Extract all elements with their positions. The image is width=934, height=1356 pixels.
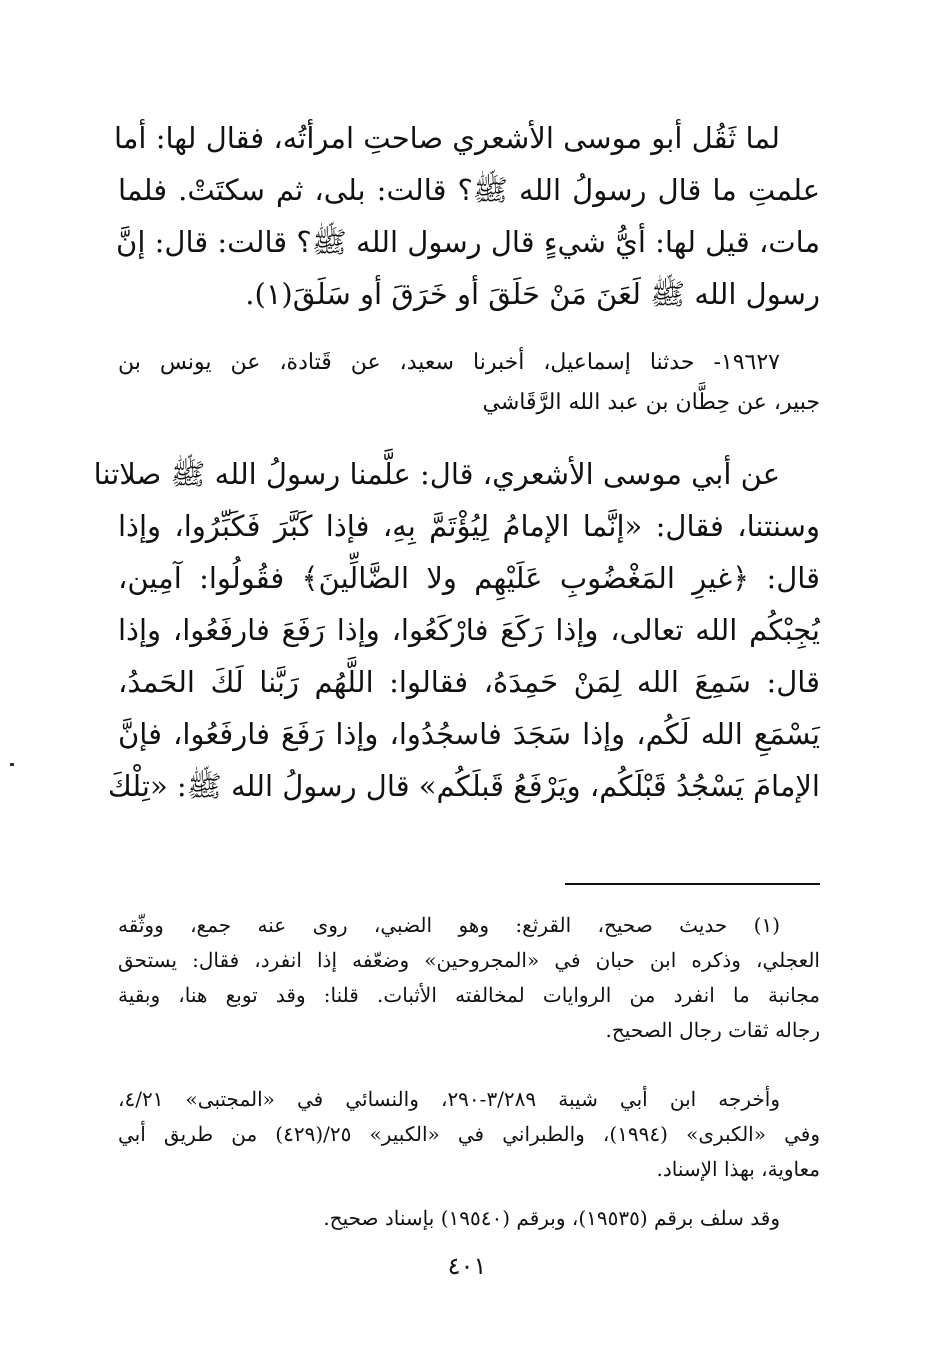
hadith-text-paragraph-1	[114, 112, 820, 320]
footnote-line: معاوية، بهذا الإسناد.	[656, 1157, 820, 1181]
footnote-line: العجلي، وذكره ابن حبان في «المجروحين» وضعّفه إذا انفرد، فقال: يستحق	[118, 948, 820, 972]
text-line: الإمامَ يَسْجُدُ قَبْلَكُم، ويَرْفَعُ قَبلَكُم» قال رسولُ الله ﷺ: «تِلْكَ	[107, 769, 820, 803]
footnote-line: رجاله ثقات رجال الصحيح.	[605, 1018, 820, 1042]
text-line: علمتِ ما قال رسولُ الله ﷺ؟ قالت: بلى، ثم سكتَتْ. فلما	[118, 173, 820, 207]
footnote-line: مجانبة ما انفرد من الروايات لمخالفته الأثبات. قلنا: وقد توبع هنا، وبقية	[118, 983, 820, 1007]
footnote-line: وفي «الكبرى» (١٩٩٤)، والطبراني في «الكبير» ٢٥/(٤٢٩) من طريق أبي	[118, 1122, 820, 1146]
text-line: وسنتنا، فقال: «إنَّما الإمامُ لِيُؤْتَمَّ بِهِ، فإذا كَبَّرَ فَكَبِّرُوا، وإذا	[118, 509, 820, 543]
isnad-chain	[118, 343, 820, 423]
footnote-separator	[565, 883, 820, 885]
text-line: مات، قيل لها: أيُّ شيءٍ قال رسول الله ﷺ؟ قالت: قال: إنَّ	[116, 225, 820, 259]
text-line: عن أبي موسى الأشعري، قال: علَّمنا رسولُ الله ﷺ صلاتنا	[93, 457, 780, 491]
text-line: لما ثَقُل أبو موسى الأشعري صاحتِ امرأتُه، فقال لها: أما	[114, 121, 780, 155]
footnote-line: وأخرجه ابن أبي شيبة ٣/٢٨٩-٢٩٠، والنسائي في «المجتبى» ٤/٢١،	[118, 1087, 780, 1111]
text-line: يُجِبْكُم الله تعالى، وإذا رَكَعَ فارْكَعُوا، وإذا رَفَعَ فارفَعُوا، وإذا	[118, 613, 820, 647]
text-line: قال: ﴿غيرِ المَغْضُوبِ عَلَيْهِم ولا الضَّالِّينَ﴾ فقُولُوا: آمِين،	[118, 561, 820, 595]
isnad-line: جبير، عن حِطَّان بن عبد الله الرَّقَاشي	[482, 390, 820, 415]
isnad-line: ١٩٦٢٧- حدثنا إسماعيل، أخبرنا سعيد، عن قَتادة، عن يونس بن	[118, 350, 780, 375]
scan-speck	[10, 763, 14, 766]
text-line: يَسْمَعِ الله لَكُم، وإذا سَجَدَ فاسجُدُوا، وإذا رَفَعَ فارفَعُوا، فإنَّ	[118, 717, 820, 751]
footnote-1-final	[118, 1201, 820, 1236]
page-number: ٤٠١	[447, 1252, 487, 1280]
text-line: رسول الله ﷺ لَعَنَ مَنْ حَلَقَ أو خَرَقَ أو سَلَقَ(١).	[245, 277, 820, 311]
hadith-text-paragraph-2	[93, 448, 820, 812]
text-line: قال: سَمِعَ الله لِمَنْ حَمِدَهُ، فقالوا: اللَّهُم رَبَّنا لَكَ الحَمدُ،	[118, 665, 820, 699]
footnote-line: (١) حديث صحيح، القرثع: وهو الضبي، روى عنه جمع، ووثّقه	[118, 913, 780, 937]
footnote-1	[118, 908, 820, 1048]
footnote-line: وقد سلف برقم (١٩٥٣٥)، وبرقم (١٩٥٤٠) بإسناد صحيح.	[323, 1206, 780, 1230]
footnote-1-continuation	[118, 1082, 820, 1187]
